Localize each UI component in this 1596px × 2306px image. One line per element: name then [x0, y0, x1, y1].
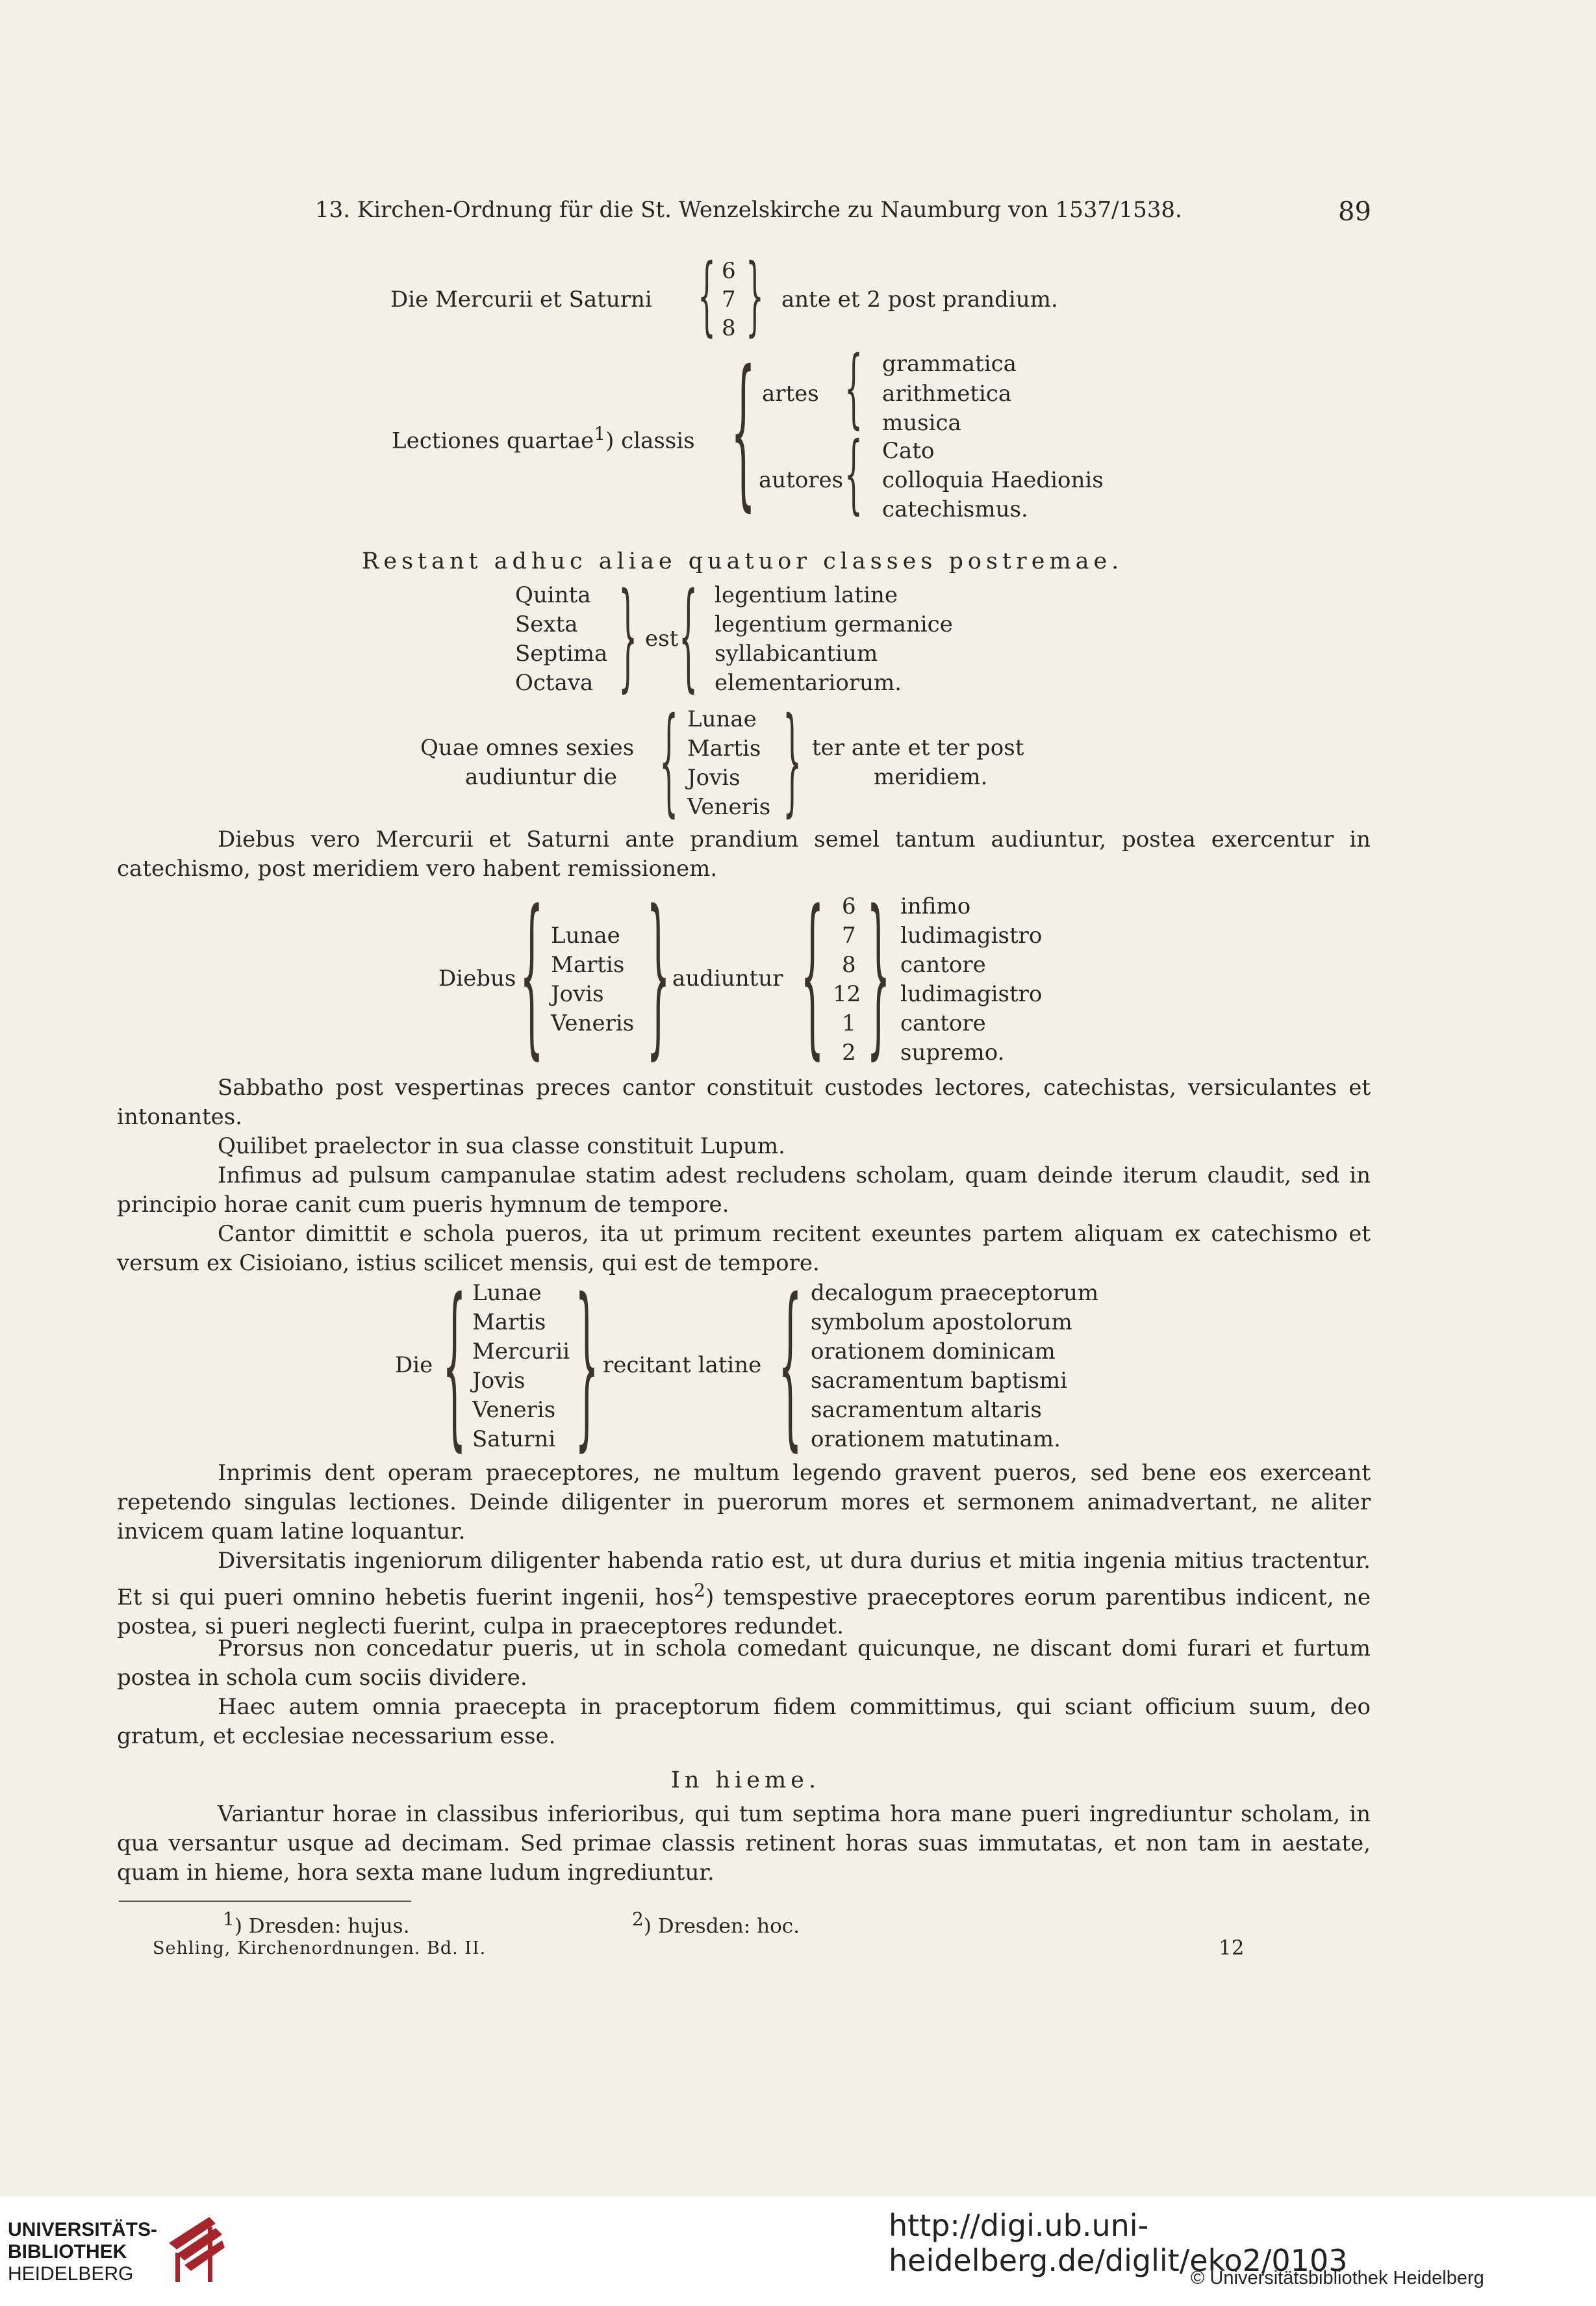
left-brace: {	[698, 247, 716, 346]
right-brace: }	[746, 247, 764, 346]
est-label: est	[645, 626, 679, 652]
hour-item: 7	[842, 923, 856, 949]
hour-item: 1	[842, 1010, 856, 1036]
teacher-item: cantore	[900, 952, 986, 978]
day-item: Martis	[687, 736, 761, 762]
right-brace: }	[646, 873, 670, 1076]
right-brace: }	[783, 691, 802, 828]
lectiones-classis: ) classis	[605, 428, 695, 454]
paragraph: Cantor dimittit e schola pueros, ita ut primum recitent exeuntes partem aliquam ex catechismo et versum ex Cisioiano, istius scilicet mensis, qui est de tempore.	[117, 1221, 1371, 1276]
day-item: Veneris	[472, 1397, 556, 1423]
artes-item: arithmetica	[882, 381, 1012, 407]
audiuntur-label: audiuntur	[672, 966, 783, 992]
footnote-text: ) Dresden: hoc.	[643, 1914, 800, 1938]
hour-item: 6	[722, 258, 736, 284]
section-heading: In hieme.	[671, 1767, 820, 1793]
text-item: orationem dominicam	[811, 1339, 1056, 1364]
quae-lead: Quae omnes sexies	[420, 735, 635, 761]
class-desc: legentium germanice	[715, 611, 953, 637]
day-item: Saturni	[472, 1426, 556, 1452]
autores-item: colloquia Haedionis	[882, 467, 1104, 493]
paragraph: Prorsus non concedatur pueris, ut in schola comedant quicunque, ne discant domi furari et furtum postea in schola cum sociis dividere.	[117, 1635, 1371, 1691]
hour-item: 8	[842, 952, 856, 978]
lectiones-lead-text: Lectiones quartae	[392, 428, 594, 454]
footnote-rule	[119, 1901, 411, 1902]
page-number: 89	[1338, 197, 1371, 227]
autores-label: autores	[759, 467, 844, 493]
teacher-item: ludimagistro	[900, 981, 1043, 1007]
day-item: Jovis	[551, 981, 604, 1007]
class-name: Septima	[515, 641, 608, 667]
paragraph-text: Diversitatis ingeniorum diligenter habenda ratio est, ut dura durius et mitia ingenia mitius tractentur. Et si qui pueri omnino hebetis fuerint ingenii, hos	[117, 1548, 1371, 1611]
left-brace: {	[659, 691, 679, 828]
schedule-tail: ante et 2 post prandium.	[781, 287, 1058, 313]
die-lead: Die	[395, 1352, 433, 1378]
class-desc: legentium latine	[715, 582, 898, 608]
footnote-ref: 1	[594, 423, 606, 444]
right-brace: }	[867, 873, 891, 1076]
paragraph-text: ) temspestive praeceptores eorum parentibus indicent, ne postea, si pueri neglecti fuerint, culpa in praeceptores redundet.	[117, 1584, 1371, 1640]
day-item: Lunae	[551, 923, 620, 949]
paragraph: Sabbatho post vespertinas preces cantor constituit custodes lectores, catechistas, versiculantes et intonantes.	[117, 1075, 1371, 1130]
left-brace: {	[731, 337, 756, 528]
text-item: orationem matutinam.	[811, 1426, 1061, 1452]
autores-item: catechismus.	[882, 496, 1028, 522]
class-desc: elementariorum.	[715, 670, 902, 696]
paragraph: Inprimis dent operam praeceptores, ne multum legendo gravent pueros, sed bene eos exerceant repetendo singulas lectiones. Deinde diligenter in puerorum mores et sermonem animadvertant, ne aliter invicem quam latine loquantur.	[117, 1460, 1371, 1544]
library-name-line: HEIDELBERG	[8, 2263, 134, 2285]
library-name	[8, 2219, 157, 2285]
library-name-line: BIBLIOTHEK	[8, 2241, 127, 2262]
signature-line: Sehling, Kirchenordnungen. Bd. II.	[153, 1938, 487, 1958]
permalink-url[interactable]: http://digi.ub.uni-heidelberg.de/diglit/eko2/0103	[889, 2208, 1348, 2278]
quae-lead: audiuntur die	[465, 764, 617, 790]
text-item: sacramentum baptismi	[811, 1368, 1068, 1394]
text-item: decalogum praeceptorum	[811, 1280, 1099, 1306]
day-item: Martis	[472, 1309, 546, 1335]
footnote-mark: 1	[223, 1908, 234, 1930]
footnote	[223, 1910, 409, 1936]
left-brace: {	[778, 1260, 802, 1468]
class-desc: syllabicantium	[715, 641, 878, 667]
class-name: Octava	[515, 670, 594, 696]
day-item: Lunae	[687, 706, 757, 732]
left-brace: {	[520, 873, 544, 1076]
teacher-item: infimo	[900, 893, 971, 919]
restant-heading: Restant adhuc aliae quatuor classes postremae.	[362, 548, 1124, 574]
right-brace: }	[618, 567, 638, 704]
footnote-ref: 2	[694, 1580, 705, 1601]
hour-item: 7	[722, 287, 736, 313]
right-brace: }	[575, 1260, 599, 1468]
left-brace: {	[800, 873, 824, 1076]
lectiones-lead	[392, 425, 695, 452]
artes-item: grammatica	[882, 351, 1017, 377]
running-title: 13. Kirchen-Ordnung für die St. Wenzelskirche zu Naumburg von 1537/1538.	[315, 197, 1182, 223]
quae-tail: meridiem.	[874, 764, 988, 790]
recitant-label: recitant latine	[603, 1352, 762, 1378]
paragraph: Diebus vero Mercurii et Saturni ante prandium semel tantum audiuntur, postea exercentur in catechismo, post meridiem vero habent remissionem.	[117, 826, 1371, 882]
autores-item: Cato	[882, 438, 935, 464]
teacher-item: supremo.	[900, 1040, 1005, 1066]
paragraph: Variantur horae in classibus inferioribus, qui tum septima hora mane pueri ingrediuntur scholam, in qua versantur usque ad decimam. Sed primae classis retinent horas suas immutatas, et non tam in aestate, quam in hieme, hora sexta mane ludum ingrediuntur.	[117, 1801, 1371, 1886]
hour-item: 6	[842, 893, 856, 919]
paragraph	[117, 1546, 1371, 1641]
left-brace: {	[679, 567, 698, 704]
diebus-lead: Diebus	[438, 966, 516, 992]
day-item: Jovis	[472, 1368, 526, 1394]
hour-item: 8	[722, 315, 736, 341]
day-item: Martis	[551, 952, 625, 978]
footnote	[632, 1910, 800, 1936]
teacher-item: ludimagistro	[900, 923, 1043, 949]
library-name-line: UNIVERSITÄTS-	[8, 2219, 158, 2240]
day-item: Mercurii	[472, 1339, 570, 1364]
footnote-text: ) Dresden: hujus.	[234, 1914, 410, 1938]
paragraph: Quilibet praelector in sua classe constituit Lupum.	[218, 1133, 785, 1159]
day-item: Jovis	[687, 765, 741, 791]
left-brace: {	[844, 339, 863, 439]
day-item: Lunae	[472, 1280, 542, 1306]
library-footer	[0, 2196, 1596, 2306]
paragraph: Infimus ad pulsum campanulae statim adest recludens scholam, quam deinde iterum claudit, sed in principio horae canit cum pueris hymnum de tempore.	[117, 1162, 1371, 1218]
signature-number: 12	[1219, 1936, 1245, 1960]
class-name: Quinta	[515, 582, 591, 608]
left-brace: {	[844, 425, 863, 524]
library-logo-icon	[162, 2214, 227, 2285]
day-item: Veneris	[551, 1010, 635, 1036]
paragraph: Haec autem omnia praecepta in praceptorum fidem committimus, qui sciant officium suum, deo gratum, et ecclesiae necessarium esse.	[117, 1694, 1371, 1749]
teacher-item: cantore	[900, 1010, 986, 1036]
hour-item: 2	[842, 1040, 856, 1066]
footnote-mark: 2	[632, 1908, 644, 1930]
left-brace: {	[442, 1260, 466, 1468]
quae-tail: ter ante et ter post	[812, 735, 1024, 761]
artes-item: musica	[882, 410, 961, 436]
copyright-notice: © Universitätsbibliothek Heidelberg	[1191, 2268, 1484, 2288]
schedule-lead: Die Mercurii et Saturni	[390, 287, 652, 313]
hour-item: 12	[833, 981, 861, 1007]
text-item: symbolum apostolorum	[811, 1309, 1072, 1335]
class-name: Sexta	[515, 611, 578, 637]
day-item: Veneris	[687, 794, 771, 820]
text-item: sacramentum altaris	[811, 1397, 1042, 1423]
artes-label: artes	[762, 381, 819, 407]
